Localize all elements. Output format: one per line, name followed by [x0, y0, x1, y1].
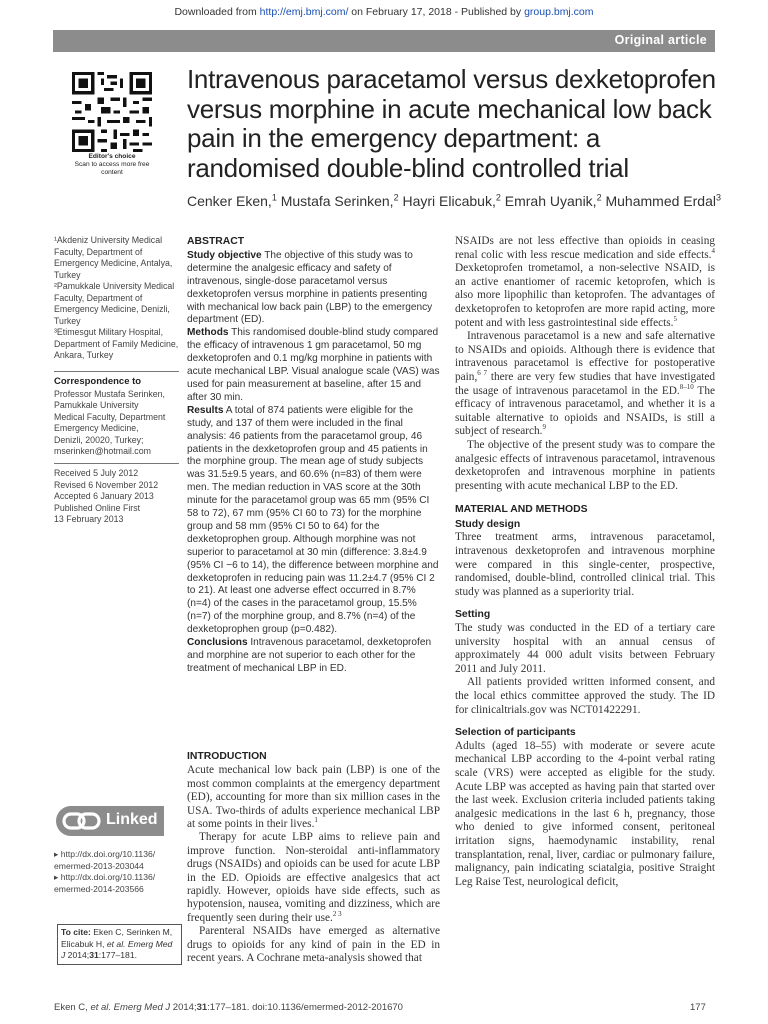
banner-text: Downloaded from: [174, 6, 260, 18]
abstract-methods: Methods This randomised double-blind study compared the efficacy of intravenous 1 gm paracetamol, 50 mg dexketoprofen and 0.1 mg/kg morphine in patients with acute mechanical LBP. Visual analogue scale (VAS) was used for pain measurement at baseline, after 15 and after 30 min.: [187, 327, 440, 403]
qr-code-icon[interactable]: [72, 72, 152, 152]
study-design-heading: Study design: [455, 518, 521, 530]
banner-text-mid: on February 17, 2018 - Published by: [348, 6, 525, 18]
paragraph: Adults (aged 18–55) with moderate or severe acute mechanical LBP according to the 4-point verbal rating scale (VRS) were accepted as eligible for the study. Acute LBP was accepted as having pain that started over the last week. Exclusion criteria included patients taking analgesic medications in the last 6 h, pregnancy, those who denied to give informed consent, peritoneal irritation signs, haemodynamic instability, renal transplantation, renal, liver, cardiac or pulmonary failure, malignancy, pain indicating sciatalgia, positive Straight Leg Raise Test, neurological deficit,: [455, 739, 715, 888]
date-line: 13 February 2013: [54, 514, 124, 524]
date-line: Published Online First: [54, 502, 141, 513]
linked-label: Linked: [106, 811, 158, 828]
setting-heading: Setting: [455, 609, 491, 621]
abstract-heading: ABSTRACT: [187, 236, 245, 247]
affiliation: ³Etimesgut Military Hospital, Department of Family Medicine, Ankara, Turkey: [54, 327, 179, 360]
correspondence-line: Medical Faculty, Department: [54, 411, 166, 422]
correspondence-line: Emergency Medicine,: [54, 423, 139, 433]
linked-references: [54, 849, 179, 895]
paragraph: Therapy for acute LBP aims to relieve pain and improve function. Non-steroidal anti-inflammatory drugs (NSAIDs) and opioids can be used for acute LBP in the ED. Opioids are effective analgesics that act rapidly. However, opioids have side effects, such as hypotension, nausea, vomiting and dizziness, which are frequently seen during their use.$^{2 3}$: [187, 831, 440, 924]
date-line: Received 5 July 2012: [54, 468, 139, 478]
article-type-label: Original article: [614, 33, 707, 47]
cite-label: To cite:: [61, 927, 91, 937]
abstract: [187, 236, 440, 676]
publisher-link[interactable]: group.bmj.com: [524, 6, 594, 18]
paragraph: Three treatment arms, intravenous paracetamol, intravenous dexketoprofen and intravenous morphine were compared in this single-center, prospective, randomised, double-blind, controlled clinical trial. This study was planned as a superiority trial.: [455, 531, 715, 598]
selection-heading: Selection of participants: [455, 727, 576, 739]
qr-caption-text: Scan to access more free content: [74, 161, 150, 176]
paragraph: NSAIDs are not less effective than opioids in ceasing renal colic with less rescue medication and side effects.$^4$ Dexketoprofen trometamol, a non-selective NSAID, is an active enantiomer of racemic ketoprofen, which is also more lipophilic than ketoprofen. The advantages of dexketoprofen to ketoprofen are more rapid acting, more potent and with less gastrointestinal side effects.$^5$: [455, 235, 715, 329]
abstract-results: Results A total of 874 patients were eligible for the study, and 137 of them were included in the final analysis: 46 patients from the paracetamol group, 46 patients in the dexketoprofen group and 45 patients in the morphine group. The mean age of study subjects was 31.5±9.5 years, and 60.6% (n=83) of them were men. The median reduction in VAS score at the 30th minute for the paracetamol group was 65 mm (95% CI 58 to 72), 67 mm (95% CI 60 to 73) for the morphine group and 58 mm (95% CI 50 to 64) for the dexketoprophen group. Although morphine was not superior to paracetamol at 30 min (difference: 3.8±4.9 (95% CI −6 to 14), the difference between morphine and dexketoprofen in reducing pain was 11.2±4.7 (95% CI 2 to 21). At least one adverse effect occurred in 8.7% (n=4) of the cases in the paracetamol group, 15.5% (n=7) of the morphine group, and 8.7% (n=4) of the dexketoprophen group (p=0.482).: [187, 404, 439, 636]
correspondence-line: Pamukkale University: [54, 400, 139, 410]
paragraph: All patients provided written informed consent, and the local ethics committee approved the study. The ID for clinicaltrials.gov was NCT01422291.: [455, 676, 715, 716]
author: Mustafa Serinken,$^2$: [276, 192, 399, 209]
linked-doi-link[interactable]: ▸ http://dx.doi.org/10.1136/: [54, 849, 156, 859]
affiliation: ²Pamukkale University Medical Faculty, Department of Emergency Medicine, Denizli, Turkey: [54, 281, 175, 326]
author-list: [187, 193, 727, 209]
divider: [54, 371, 179, 372]
correspondence-line: Denizli, 20020, Turkey;: [54, 434, 144, 445]
author: Emrah Uyanik,$^2$: [500, 192, 602, 209]
download-banner: [0, 6, 768, 18]
linked-logo: [56, 806, 164, 836]
article-type-bar: [53, 30, 715, 52]
methods-heading: MATERIAL AND METHODS: [455, 504, 588, 516]
citation-box: To cite: Eken C, Serinken M, Elicabuk H, et al. Emerg Med J 2014;31:177–181.: [57, 924, 182, 965]
linked-doi-link[interactable]: emermed-2014-203566: [54, 883, 144, 894]
correspondence-line: Professor Mustafa Serinken,: [54, 388, 165, 399]
date-line: Revised 6 November 2012: [54, 479, 159, 490]
introduction-section: [187, 750, 440, 966]
author: Muhammed Erdal$^3$: [601, 192, 721, 209]
linked-doi-link[interactable]: ▸ http://dx.doi.org/10.1136/: [54, 872, 156, 882]
linked-doi-link[interactable]: emermed-2013-203044: [54, 860, 144, 871]
article-title: Intravenous paracetamol versus dexketoprofen versus morphine in acute mechanical low back pain in the emergency department: a randomised double-blind controlled trial: [187, 64, 716, 183]
paragraph: Acute mechanical low back pain (LBP) is one of the most common complaints at the emergency department (ED), accounting for more than six million cases in the USA. Two-thirds of adults experience mechanical LBP at some points in their lives.$^1$: [187, 764, 440, 831]
affiliations: [54, 235, 179, 362]
page-number: 177: [690, 1002, 706, 1013]
footer-citation: Eken C, et al. Emerg Med J 2014;31:177–181. doi:10.1136/emermed-2012-201670: [54, 1002, 403, 1013]
editors-choice-label: Editor's choice: [88, 153, 136, 160]
body-right-column: [455, 235, 715, 889]
affiliation: ¹Akdeniz University Medical Faculty, Department of Emergency Medicine, Antalya, Turkey: [54, 235, 173, 280]
paragraph: The study was conducted in the ED of a tertiary care university hospital with an annual census of approximately 44 000 adult visits between February 2011 and July 2011.: [455, 622, 715, 675]
chain-link-icon: [62, 810, 102, 832]
abstract-objective: Study objective The objective of this study was to determine the analgesic efficacy and safety of intravenous, single-dose paracetamol versus dexketoprofen versus morphine in patients presenting with mechanical low back pain (LBP) to the emergency department (ED).: [187, 249, 433, 326]
correspondence: [54, 376, 179, 458]
author: Hayri Elicabuk,$^2$: [398, 192, 501, 209]
correspondence-email[interactable]: mserinken@hotmail.com: [54, 446, 151, 456]
journal-link[interactable]: http://emj.bmj.com/: [259, 6, 349, 18]
qr-caption: [66, 153, 158, 177]
article-dates: [54, 468, 179, 526]
date-line: Accepted 6 January 2013: [54, 491, 154, 501]
author: Cenker Eken,$^1$: [187, 192, 277, 209]
divider: [54, 463, 179, 464]
paragraph: Parenteral NSAIDs have emerged as alternative drugs to opioids for any kind of pain in the ED in recent years. A Cochrane meta-analysis showed that: [187, 925, 440, 965]
paragraph: The objective of the present study was to compare the analgesic effects of intravenous paracetamol, intravenous dexketoprofen and intravenous morphine in patients presenting with acute mechanical LBP to the ED.: [455, 438, 715, 492]
abstract-conclusions: Conclusions Intravenous paracetamol, dexketoprofen and morphine are not superior to each other for the treatment of mechanical LBP in ED.: [187, 637, 432, 674]
paragraph: Intravenous paracetamol is a new and safe alternative to NSAIDs and opioids. Although there is evidence that intravenous paracetamol is effective for postoperative pain,$^{6 7}$ there are very few studies that have investigated the usage of intravenous paracetamol in the ED.$^{8-10}$ The efficacy of intravenous paracetamol, and whether it is a suitable alternative to opioids and NSAIDs, is still a subject of research.$^9$: [455, 330, 716, 438]
introduction-heading: INTRODUCTION: [187, 751, 267, 762]
correspondence-heading: Correspondence to: [54, 376, 142, 387]
